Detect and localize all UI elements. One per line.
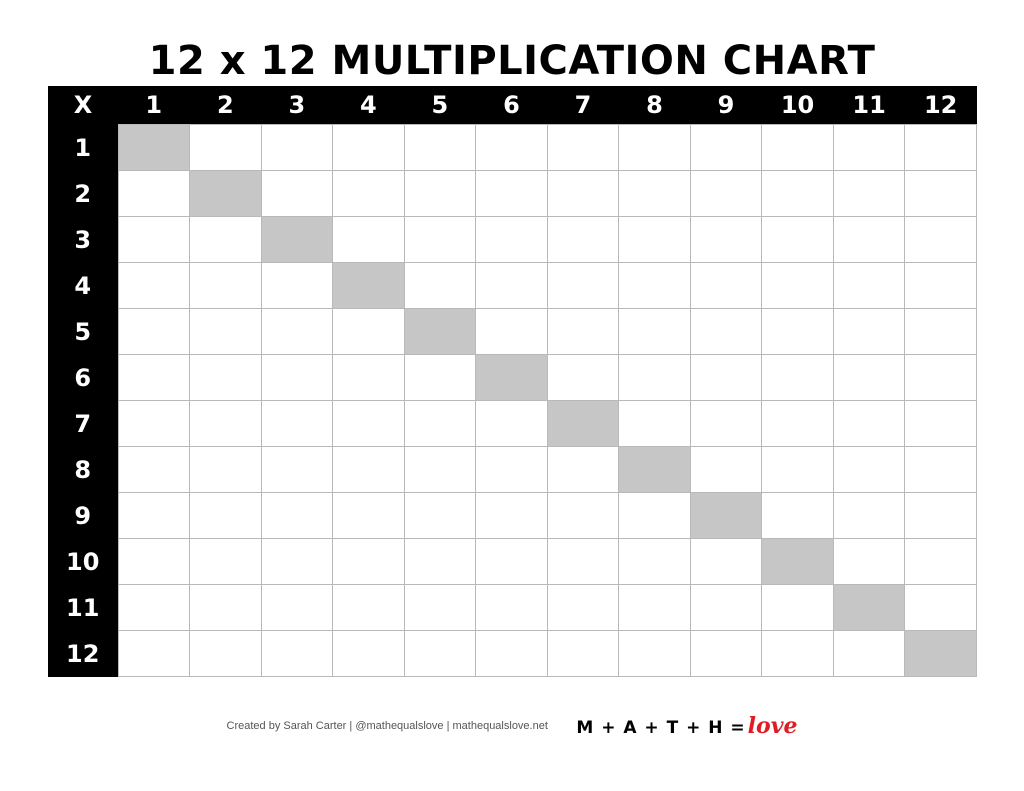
chart-cell[interactable] [547, 401, 619, 447]
chart-row [48, 171, 977, 217]
chart-cell[interactable] [762, 401, 834, 447]
chart-cell[interactable] [762, 539, 834, 585]
chart-cell[interactable] [333, 355, 405, 401]
chart-cell[interactable] [762, 309, 834, 355]
chart-cell[interactable] [547, 171, 619, 217]
logo-math-text: M + A + T + H = [576, 718, 746, 738]
chart-cell[interactable] [905, 401, 977, 447]
chart-column-header: 11 [833, 86, 905, 125]
chart-cell[interactable] [547, 493, 619, 539]
chart-column-header: 8 [619, 86, 691, 125]
chart-row [48, 309, 977, 355]
multiplication-chart-table [48, 86, 977, 677]
chart-cell[interactable] [476, 493, 548, 539]
chart-cell[interactable] [762, 125, 834, 171]
chart-cell[interactable] [905, 493, 977, 539]
chart-cell[interactable] [619, 493, 691, 539]
chart-cell[interactable] [190, 631, 262, 677]
chart-cell[interactable] [833, 309, 905, 355]
chart-cell[interactable] [762, 631, 834, 677]
chart-row-header: 6 [48, 355, 118, 401]
chart-cell[interactable] [404, 171, 476, 217]
chart-cell[interactable] [476, 631, 548, 677]
chart-cell[interactable] [333, 631, 405, 677]
chart-column-header: 6 [476, 86, 548, 125]
chart-cell[interactable] [118, 539, 190, 585]
chart-row [48, 585, 977, 631]
chart-column-header: 4 [333, 86, 405, 125]
chart-cell[interactable] [905, 217, 977, 263]
chart-cell[interactable] [690, 539, 762, 585]
chart-cell[interactable] [905, 447, 977, 493]
chart-cell[interactable] [619, 447, 691, 493]
chart-cell[interactable] [619, 355, 691, 401]
chart-cell[interactable] [404, 493, 476, 539]
chart-body [48, 125, 977, 677]
chart-cell[interactable] [833, 263, 905, 309]
chart-cell[interactable] [190, 493, 262, 539]
chart-cell[interactable] [547, 217, 619, 263]
chart-row [48, 263, 977, 309]
math-equals-love-logo [576, 713, 797, 739]
chart-row-header: 8 [48, 447, 118, 493]
chart-cell[interactable] [690, 631, 762, 677]
chart-cell[interactable] [833, 631, 905, 677]
chart-cell[interactable] [833, 355, 905, 401]
chart-cell[interactable] [762, 263, 834, 309]
chart-column-header: 2 [190, 86, 262, 125]
chart-cell[interactable] [190, 171, 262, 217]
chart-cell[interactable] [547, 631, 619, 677]
chart-row-header: 1 [48, 125, 118, 171]
chart-row [48, 631, 977, 677]
chart-cell[interactable] [833, 217, 905, 263]
chart-cell[interactable] [690, 585, 762, 631]
chart-cell[interactable] [476, 125, 548, 171]
chart-cell[interactable] [261, 309, 333, 355]
chart-cell[interactable] [547, 355, 619, 401]
chart-row-header: 5 [48, 309, 118, 355]
chart-corner-label: X [48, 86, 118, 125]
chart-row-header: 12 [48, 631, 118, 677]
chart-cell[interactable] [333, 585, 405, 631]
multiplication-chart-container [48, 86, 977, 677]
chart-row-header: 4 [48, 263, 118, 309]
chart-cell[interactable] [118, 585, 190, 631]
chart-cell[interactable] [118, 493, 190, 539]
chart-cell[interactable] [690, 217, 762, 263]
chart-cell[interactable] [190, 447, 262, 493]
chart-column-header: 5 [404, 86, 476, 125]
chart-cell[interactable] [905, 631, 977, 677]
chart-cell[interactable] [261, 355, 333, 401]
chart-cell[interactable] [762, 447, 834, 493]
chart-row-header: 10 [48, 539, 118, 585]
chart-cell[interactable] [118, 171, 190, 217]
chart-cell[interactable] [547, 539, 619, 585]
chart-cell[interactable] [905, 539, 977, 585]
chart-header [48, 86, 977, 125]
chart-row [48, 125, 977, 171]
chart-cell[interactable] [261, 125, 333, 171]
chart-cell[interactable] [190, 539, 262, 585]
chart-row [48, 539, 977, 585]
chart-column-header: 3 [261, 86, 333, 125]
chart-cell[interactable] [547, 125, 619, 171]
chart-cell[interactable] [333, 401, 405, 447]
chart-column-header: 1 [118, 86, 190, 125]
chart-cell[interactable] [690, 447, 762, 493]
chart-cell[interactable] [404, 585, 476, 631]
chart-cell[interactable] [905, 585, 977, 631]
chart-column-header: 10 [762, 86, 834, 125]
chart-cell[interactable] [404, 631, 476, 677]
chart-column-header: 12 [905, 86, 977, 125]
chart-cell[interactable] [190, 355, 262, 401]
chart-cell[interactable] [547, 263, 619, 309]
chart-cell[interactable] [905, 263, 977, 309]
chart-cell[interactable] [762, 493, 834, 539]
chart-cell[interactable] [333, 539, 405, 585]
chart-cell[interactable] [261, 401, 333, 447]
chart-cell[interactable] [690, 309, 762, 355]
chart-header-row [48, 86, 977, 125]
chart-column-header: 7 [547, 86, 619, 125]
chart-cell[interactable] [476, 447, 548, 493]
chart-cell[interactable] [190, 125, 262, 171]
credit-text: Created by Sarah Carter | @mathequalslove | mathequalslove.net [226, 720, 548, 732]
chart-cell[interactable] [833, 447, 905, 493]
logo-love-script: love [747, 713, 798, 739]
chart-cell[interactable] [118, 309, 190, 355]
chart-cell[interactable] [118, 355, 190, 401]
chart-cell[interactable] [762, 585, 834, 631]
chart-cell[interactable] [476, 585, 548, 631]
chart-cell[interactable] [619, 171, 691, 217]
chart-cell[interactable] [476, 263, 548, 309]
chart-row-header: 3 [48, 217, 118, 263]
chart-row-header: 11 [48, 585, 118, 631]
chart-cell[interactable] [833, 585, 905, 631]
chart-cell[interactable] [261, 171, 333, 217]
chart-cell[interactable] [905, 309, 977, 355]
chart-cell[interactable] [905, 355, 977, 401]
chart-cell[interactable] [404, 309, 476, 355]
chart-cell[interactable] [118, 217, 190, 263]
chart-cell[interactable] [619, 217, 691, 263]
chart-cell[interactable] [404, 401, 476, 447]
chart-cell[interactable] [261, 493, 333, 539]
chart-cell[interactable] [333, 447, 405, 493]
chart-cell[interactable] [333, 171, 405, 217]
chart-cell[interactable] [404, 355, 476, 401]
chart-cell[interactable] [547, 447, 619, 493]
chart-cell[interactable] [690, 125, 762, 171]
chart-cell[interactable] [476, 401, 548, 447]
chart-row-header: 9 [48, 493, 118, 539]
chart-row-header: 2 [48, 171, 118, 217]
chart-cell[interactable] [762, 217, 834, 263]
chart-cell[interactable] [833, 125, 905, 171]
chart-cell[interactable] [476, 171, 548, 217]
chart-cell[interactable] [619, 585, 691, 631]
chart-cell[interactable] [118, 263, 190, 309]
chart-cell[interactable] [118, 631, 190, 677]
chart-cell[interactable] [190, 401, 262, 447]
chart-cell[interactable] [261, 217, 333, 263]
chart-row [48, 401, 977, 447]
chart-row [48, 493, 977, 539]
chart-cell[interactable] [118, 447, 190, 493]
chart-cell[interactable] [619, 263, 691, 309]
chart-cell[interactable] [476, 355, 548, 401]
chart-cell[interactable] [190, 263, 262, 309]
chart-cell[interactable] [619, 539, 691, 585]
chart-cell[interactable] [404, 217, 476, 263]
chart-cell[interactable] [619, 401, 691, 447]
chart-row [48, 217, 977, 263]
chart-cell[interactable] [690, 493, 762, 539]
chart-cell[interactable] [690, 263, 762, 309]
chart-cell[interactable] [690, 401, 762, 447]
chart-cell[interactable] [190, 585, 262, 631]
chart-cell[interactable] [762, 355, 834, 401]
chart-cell[interactable] [261, 585, 333, 631]
chart-cell[interactable] [190, 309, 262, 355]
chart-cell[interactable] [333, 263, 405, 309]
chart-cell[interactable] [118, 125, 190, 171]
chart-cell[interactable] [690, 355, 762, 401]
chart-cell[interactable] [261, 631, 333, 677]
chart-cell[interactable] [404, 447, 476, 493]
chart-cell[interactable] [333, 125, 405, 171]
chart-cell[interactable] [547, 309, 619, 355]
chart-row [48, 447, 977, 493]
chart-row [48, 355, 977, 401]
chart-cell[interactable] [404, 125, 476, 171]
chart-cell[interactable] [833, 171, 905, 217]
chart-cell[interactable] [333, 493, 405, 539]
chart-cell[interactable] [690, 171, 762, 217]
chart-cell[interactable] [762, 171, 834, 217]
chart-cell[interactable] [833, 493, 905, 539]
chart-cell[interactable] [118, 401, 190, 447]
chart-cell[interactable] [476, 217, 548, 263]
chart-cell[interactable] [905, 171, 977, 217]
chart-cell[interactable] [261, 539, 333, 585]
chart-cell[interactable] [261, 447, 333, 493]
chart-cell[interactable] [404, 263, 476, 309]
chart-cell[interactable] [905, 125, 977, 171]
chart-cell[interactable] [261, 263, 333, 309]
page-title: 12 x 12 MULTIPLICATION CHART [148, 38, 876, 84]
chart-column-header: 9 [690, 86, 762, 125]
chart-row-header: 7 [48, 401, 118, 447]
chart-cell[interactable] [476, 309, 548, 355]
chart-cell[interactable] [619, 125, 691, 171]
chart-cell[interactable] [476, 539, 548, 585]
chart-cell[interactable] [333, 309, 405, 355]
chart-cell[interactable] [404, 539, 476, 585]
chart-cell[interactable] [833, 401, 905, 447]
chart-cell[interactable] [619, 631, 691, 677]
chart-cell[interactable] [547, 585, 619, 631]
chart-cell[interactable] [619, 309, 691, 355]
chart-cell[interactable] [333, 217, 405, 263]
chart-cell[interactable] [190, 217, 262, 263]
footer [0, 713, 1024, 739]
chart-cell[interactable] [833, 539, 905, 585]
